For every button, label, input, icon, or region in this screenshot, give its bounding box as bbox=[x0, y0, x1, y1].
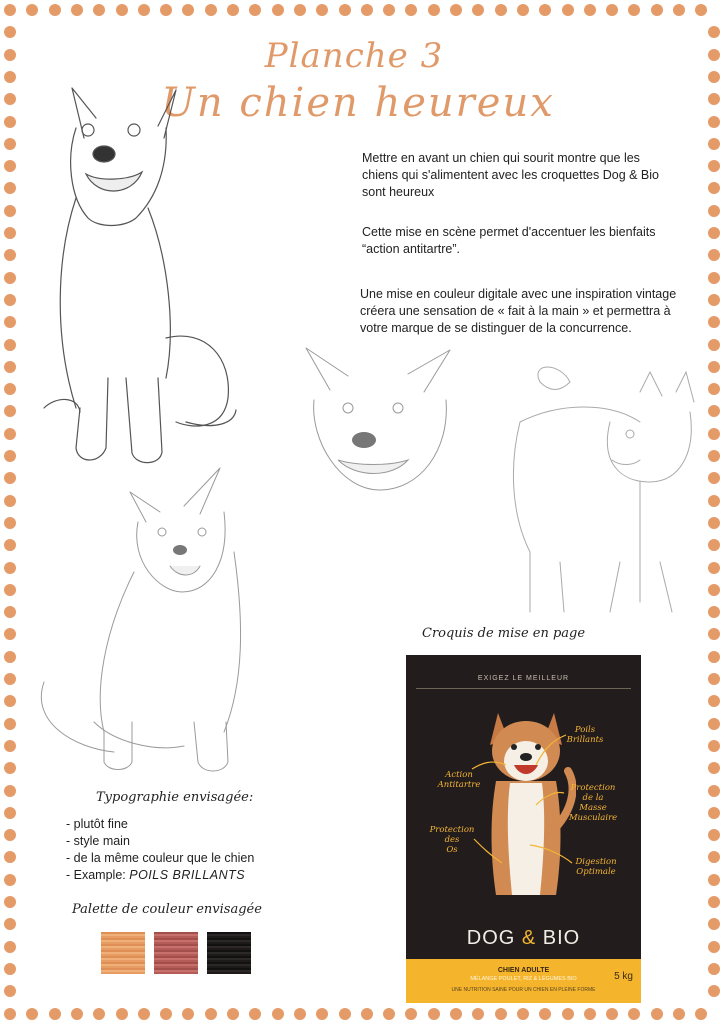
typography-item: - de la même couleur que le chien bbox=[66, 850, 254, 867]
border-dot bbox=[708, 985, 720, 997]
page-subtitle: Un chien heureux bbox=[161, 80, 555, 126]
border-dot bbox=[708, 562, 720, 574]
dog-sketch-side bbox=[500, 362, 700, 622]
border-dot bbox=[4, 138, 16, 150]
border-dot bbox=[138, 4, 150, 16]
border-dot bbox=[4, 227, 16, 239]
palette-swatch-orange bbox=[101, 932, 145, 974]
border-dot bbox=[4, 718, 16, 730]
border-dot bbox=[205, 1008, 217, 1020]
border-dot bbox=[4, 807, 16, 819]
border-dot bbox=[4, 4, 16, 16]
border-dot bbox=[93, 4, 105, 16]
border-dot bbox=[4, 829, 16, 841]
border-dot bbox=[708, 539, 720, 551]
border-dot bbox=[539, 4, 551, 16]
border-dot bbox=[517, 4, 529, 16]
border-dot bbox=[4, 762, 16, 774]
border-dot bbox=[4, 249, 16, 261]
border-dot bbox=[160, 4, 172, 16]
border-dot bbox=[708, 918, 720, 930]
border-dot bbox=[708, 450, 720, 462]
border-dot bbox=[651, 1008, 663, 1020]
border-dot bbox=[316, 4, 328, 16]
page-title: Planche 3 bbox=[264, 36, 444, 76]
border-dot bbox=[4, 1008, 16, 1020]
border-dot bbox=[4, 941, 16, 953]
border-dot bbox=[708, 428, 720, 440]
border-dot bbox=[562, 4, 574, 16]
typography-item: - style main bbox=[66, 833, 254, 850]
typography-example bbox=[66, 867, 254, 884]
dog-sketch-head bbox=[300, 340, 460, 500]
border-dot bbox=[428, 4, 440, 16]
border-dot bbox=[4, 963, 16, 975]
border-dot bbox=[708, 249, 720, 261]
border-dot bbox=[708, 160, 720, 172]
border-dot bbox=[205, 4, 217, 16]
border-dot bbox=[4, 740, 16, 752]
typography-list bbox=[66, 816, 254, 884]
border-dot bbox=[695, 1008, 707, 1020]
border-dot bbox=[4, 495, 16, 507]
border-dot bbox=[4, 383, 16, 395]
border-dot bbox=[628, 1008, 640, 1020]
border-dot bbox=[539, 1008, 551, 1020]
border-dot bbox=[49, 4, 61, 16]
package-label-poils: Poils Brillants bbox=[566, 725, 604, 745]
package-label-action: Action Antitartre bbox=[437, 770, 481, 790]
border-dot bbox=[708, 294, 720, 306]
border-dot bbox=[708, 182, 720, 194]
border-dot bbox=[93, 1008, 105, 1020]
border-dot bbox=[708, 851, 720, 863]
border-dot bbox=[405, 1008, 417, 1020]
border-dot bbox=[160, 1008, 172, 1020]
border-dot bbox=[708, 361, 720, 373]
border-dot bbox=[227, 1008, 239, 1020]
border-dot bbox=[71, 4, 83, 16]
border-dot bbox=[495, 1008, 507, 1020]
paragraph-benefits: Cette mise en scène permet d'accentuer les bienfaits “action antitartre”. bbox=[362, 225, 656, 256]
border-dot bbox=[4, 985, 16, 997]
border-dot bbox=[4, 851, 16, 863]
border-dot bbox=[708, 718, 720, 730]
border-dot bbox=[708, 740, 720, 752]
dog-sketch-large bbox=[36, 78, 256, 478]
border-dot bbox=[4, 405, 16, 417]
border-dot bbox=[708, 205, 720, 217]
border-dot bbox=[26, 4, 38, 16]
border-dot bbox=[272, 1008, 284, 1020]
palette-swatch-black bbox=[207, 932, 251, 974]
border-dot bbox=[227, 4, 239, 16]
border-dot bbox=[651, 4, 663, 16]
border-dot bbox=[472, 4, 484, 16]
typography-item: - plutôt fine bbox=[66, 816, 254, 833]
border-dot bbox=[405, 4, 417, 16]
border-dot bbox=[708, 517, 720, 529]
border-dot bbox=[4, 450, 16, 462]
border-dot bbox=[708, 227, 720, 239]
border-dot bbox=[4, 651, 16, 663]
border-dot bbox=[339, 1008, 351, 1020]
package-band-tagline: UNE NUTRITION SAINE POUR UN CHIEN EN PLEINE FORME bbox=[451, 987, 596, 993]
border-dot bbox=[361, 1008, 373, 1020]
palette-swatch-red bbox=[154, 932, 198, 974]
border-dot bbox=[708, 762, 720, 774]
border-dot bbox=[708, 383, 720, 395]
border-dot bbox=[4, 339, 16, 351]
border-dot bbox=[4, 896, 16, 908]
border-dot bbox=[249, 1008, 261, 1020]
border-dot bbox=[383, 4, 395, 16]
border-dot bbox=[584, 4, 596, 16]
border-dot bbox=[517, 1008, 529, 1020]
border-dot bbox=[708, 405, 720, 417]
border-dot bbox=[4, 428, 16, 440]
paragraph-intro: Mettre en avant un chien qui sourit montre que les chiens qui s'alimentent avec les croquettes Dog & Bio sont heureux bbox=[362, 151, 659, 199]
border-dot bbox=[708, 896, 720, 908]
border-dot bbox=[708, 584, 720, 596]
package-band-subtitle: MÉLANGE POULET, RIZ & LÉGUMES BIO bbox=[470, 976, 577, 982]
border-dot bbox=[708, 963, 720, 975]
border-dot bbox=[708, 874, 720, 886]
border-dot bbox=[339, 4, 351, 16]
border-dot bbox=[628, 4, 640, 16]
border-dot bbox=[4, 539, 16, 551]
border-dot bbox=[708, 472, 720, 484]
border-dot bbox=[450, 4, 462, 16]
border-dot bbox=[49, 1008, 61, 1020]
package-mockup bbox=[406, 655, 641, 1003]
border-dot bbox=[71, 1008, 83, 1020]
border-dot bbox=[562, 1008, 574, 1020]
border-dot bbox=[383, 1008, 395, 1020]
package-tagline: EXIGEZ LE MEILLEUR bbox=[477, 675, 570, 682]
border-dot bbox=[4, 695, 16, 707]
border-dot bbox=[4, 628, 16, 640]
typography-title: Typographie envisagée: bbox=[96, 790, 254, 805]
border-dot bbox=[708, 785, 720, 797]
border-dot bbox=[450, 1008, 462, 1020]
border-dot bbox=[4, 673, 16, 685]
border-dot bbox=[4, 584, 16, 596]
border-dot bbox=[4, 918, 16, 930]
border-dot bbox=[272, 4, 284, 16]
border-dot bbox=[708, 606, 720, 618]
border-dot bbox=[708, 695, 720, 707]
border-dot bbox=[708, 272, 720, 284]
package-band bbox=[406, 959, 641, 1003]
border-dot bbox=[4, 361, 16, 373]
package-callout-lines bbox=[406, 655, 641, 915]
border-dot bbox=[708, 807, 720, 819]
package-label-protection-os: Protection des Os bbox=[429, 825, 475, 855]
border-dot bbox=[708, 316, 720, 328]
border-dot bbox=[673, 1008, 685, 1020]
border-dot bbox=[116, 1008, 128, 1020]
border-dot bbox=[4, 562, 16, 574]
border-dot bbox=[472, 1008, 484, 1020]
border-dot bbox=[116, 4, 128, 16]
package-label-protection-masse: Protection de la Masse Musculaire bbox=[568, 783, 618, 823]
border-dot bbox=[294, 1008, 306, 1020]
border-dot bbox=[673, 4, 685, 16]
package-band-title: CHIEN ADULTE bbox=[497, 967, 550, 974]
border-dot bbox=[138, 1008, 150, 1020]
border-dot bbox=[182, 4, 194, 16]
border-dot bbox=[4, 294, 16, 306]
border-dot bbox=[4, 785, 16, 797]
border-dot bbox=[4, 160, 16, 172]
dog-sketch-sitting bbox=[34, 462, 254, 782]
border-dot bbox=[708, 673, 720, 685]
border-dot bbox=[708, 628, 720, 640]
border-dot bbox=[294, 4, 306, 16]
package-brand bbox=[406, 927, 641, 950]
border-dot bbox=[708, 941, 720, 953]
border-dot bbox=[4, 472, 16, 484]
border-dot bbox=[584, 1008, 596, 1020]
border-dot bbox=[249, 4, 261, 16]
brand-dog: DOG bbox=[466, 927, 516, 949]
brand-bio: BIO bbox=[542, 927, 581, 949]
package-weight: 5 kg bbox=[614, 971, 633, 982]
border-dot bbox=[606, 4, 618, 16]
border-dot bbox=[361, 4, 373, 16]
border-dot bbox=[4, 517, 16, 529]
border-dot bbox=[4, 205, 16, 217]
border-dot bbox=[708, 651, 720, 663]
border-dot bbox=[708, 138, 720, 150]
croquis-caption: Croquis de mise en page bbox=[422, 626, 586, 641]
border-dot bbox=[4, 272, 16, 284]
border-dot bbox=[26, 1008, 38, 1020]
border-dot bbox=[4, 316, 16, 328]
border-dot bbox=[708, 339, 720, 351]
border-dot bbox=[606, 1008, 618, 1020]
palette-title: Palette de couleur envisagée bbox=[72, 902, 262, 917]
border-dot bbox=[4, 182, 16, 194]
typography-example-text: POILS BRILLANTS bbox=[129, 868, 246, 882]
paragraph-digital-color: Une mise en couleur digitale avec une inspiration vintage créera une sensation de « fait à la main » et permettra à votre marque de se distinguer de la concurrence. bbox=[360, 287, 677, 335]
border-dot bbox=[4, 606, 16, 618]
border-dot bbox=[495, 4, 507, 16]
package-label-digestion: Digestion Optimale bbox=[575, 857, 617, 877]
border-dot bbox=[708, 829, 720, 841]
border-dot bbox=[428, 1008, 440, 1020]
brand-ampersand: & bbox=[521, 927, 537, 949]
border-dot bbox=[316, 1008, 328, 1020]
border-dot bbox=[4, 874, 16, 886]
border-dot bbox=[182, 1008, 194, 1020]
border-dot bbox=[708, 495, 720, 507]
border-dot bbox=[695, 4, 707, 16]
typography-example-prefix: Example: bbox=[73, 868, 130, 882]
